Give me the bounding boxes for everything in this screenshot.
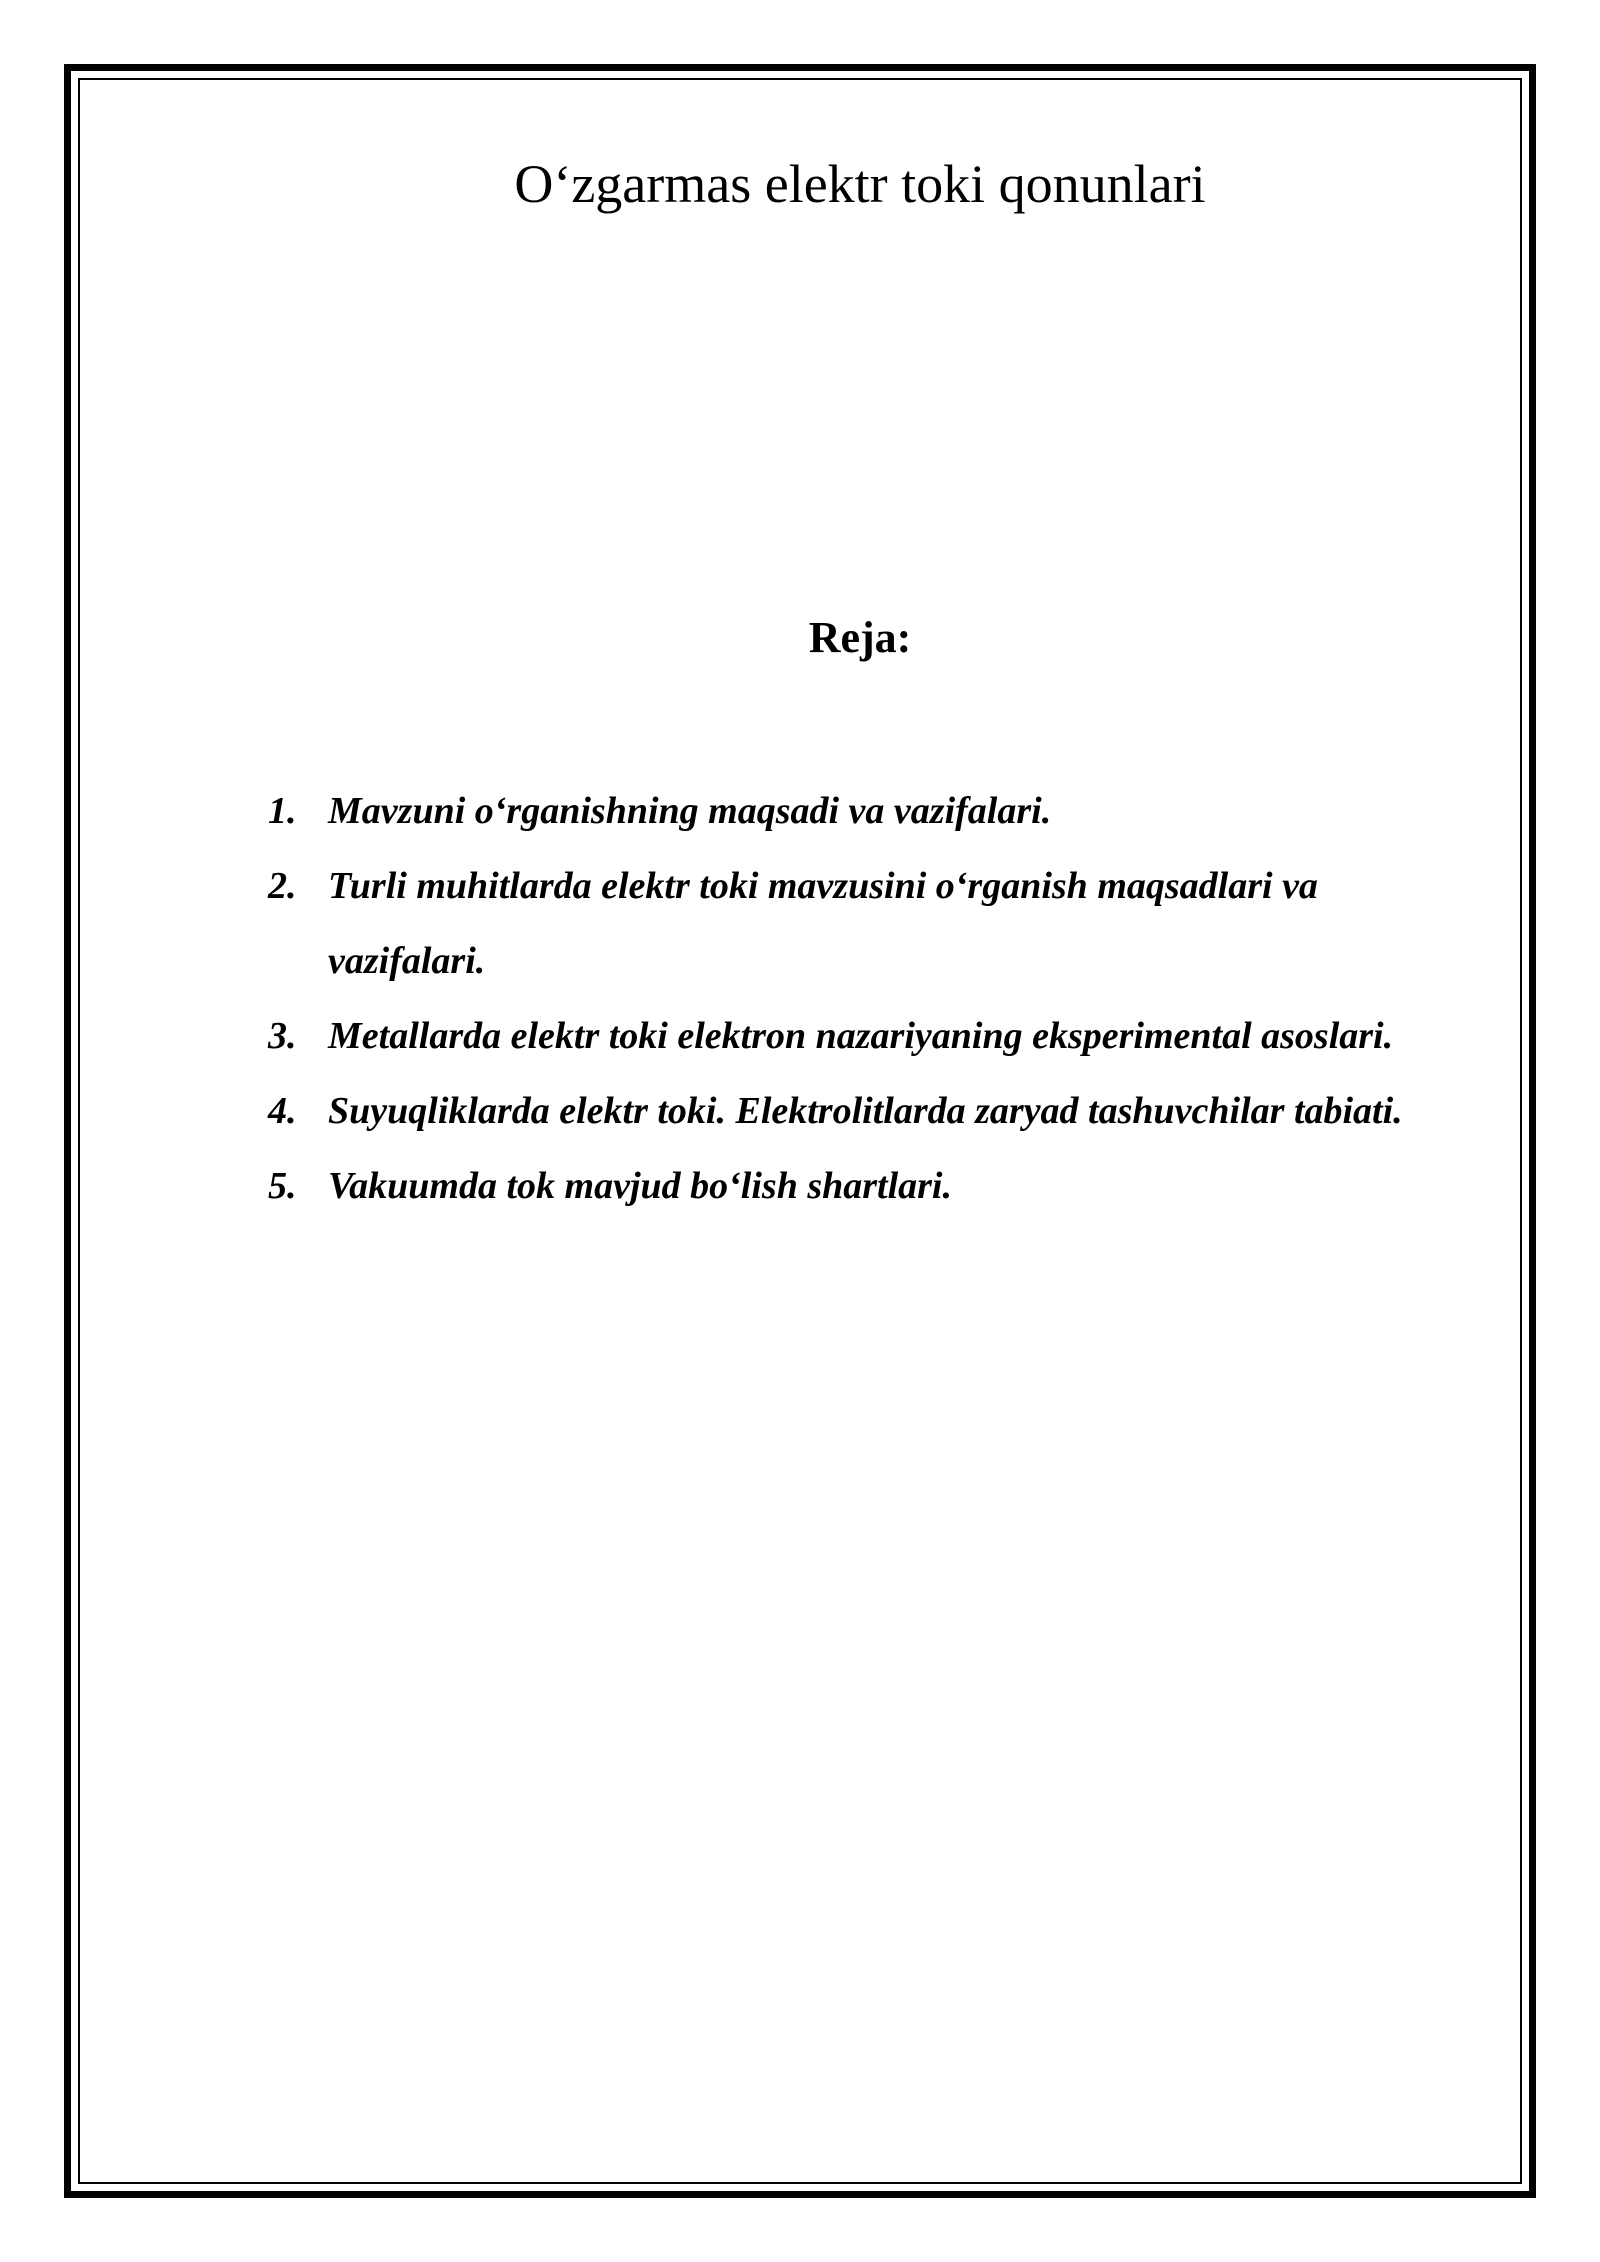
plan-item-text: Mavzuni o‘rganishning maqsadi va vazifalari. — [328, 790, 1052, 832]
plan-item-1 — [268, 774, 1468, 849]
plan-item-text: Turli muhitlarda elektr toki mavzusini o‘rganish maqsadlari va vazifalari. — [328, 865, 1318, 982]
plan-item-text: Suyuqliklarda elektr toki. Elektrolitlarda zaryad tashuvchilar tabiati. — [328, 1090, 1403, 1132]
document-title: O‘zgarmas elektr toki qonunlari — [514, 154, 1206, 214]
plan-item-number: 2. — [268, 865, 297, 907]
plan-item-2 — [268, 849, 1468, 999]
plan-item-number: 3. — [268, 1015, 297, 1057]
plan-item-number: 1. — [268, 790, 297, 832]
plan-item-4 — [268, 1074, 1468, 1149]
plan-item-text: Metallarda elektr toki elektron nazariyaning eksperimental asoslari. — [328, 1015, 1394, 1057]
plan-list — [268, 774, 1468, 1224]
plan-item-number: 5. — [268, 1165, 297, 1207]
plan-item-number: 4. — [268, 1090, 297, 1132]
plan-item-3 — [268, 999, 1468, 1074]
plan-heading: Reja: — [808, 613, 912, 662]
plan-item-5 — [268, 1149, 1468, 1224]
plan-item-text: Vakuumda tok mavjud bo‘lish shartlari. — [328, 1165, 952, 1207]
